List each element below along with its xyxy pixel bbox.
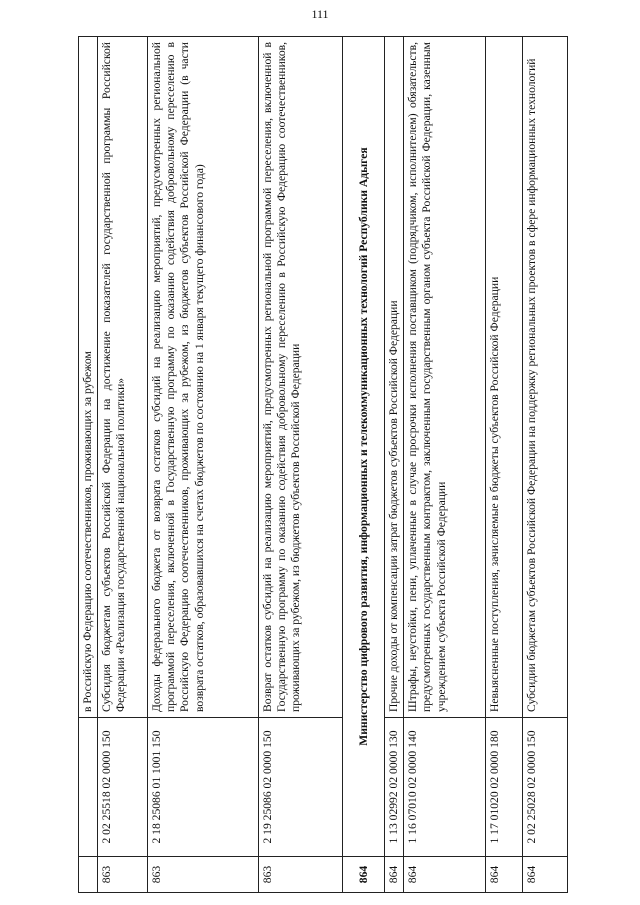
kbk-code-cell: 2 02 25518 02 0000 150 [98, 718, 148, 857]
admin-code-cell [79, 857, 98, 893]
income-name-cell: Прочие доходы от компенсации затрат бюджетов субъектов Российской Федерации [385, 37, 404, 718]
admin-code-cell: 863 [259, 857, 343, 893]
admin-code-cell: 863 [148, 857, 259, 893]
kbk-code-cell: 2 19 25086 02 0000 150 [259, 718, 343, 857]
admin-code-cell: 864 [486, 857, 523, 893]
ministry-header-row [343, 37, 385, 893]
income-name-cell: Невыясненные поступления, зачисляемые в бюджеты субъектов Российской Федерации [486, 37, 523, 718]
page-number: 111 [311, 7, 329, 21]
income-name-cell: Штрафы, неустойки, пени, уплаченные в случае просрочки исполнения поставщиком (подрядчиком, исполнителем) обязательств, предусмотренных государственным контрактом, заключенным государственным органом субъекта Российской Федерации, казенным учреждением субъекта Российской Федерации [404, 37, 486, 718]
rotated-table-container [78, 37, 563, 893]
table-row [259, 37, 343, 893]
kbk-code-cell: 1 17 01020 02 0000 180 [486, 718, 523, 857]
income-name-cell: Субсидии бюджетам субъектов Российской Федерации на поддержку региональных проектов в сфере информационных технологий [523, 37, 568, 718]
admin-code-cell: 864 [343, 857, 385, 893]
income-name-cell: Доходы федерального бюджета от возврата остатков субсидий на реализацию мероприятий, предусмотренных региональной программой переселения, включенной в Государственную программу по оказанию содействия добровольному переселению в Российскую Федерацию соотечественников, проживающих за рубежом, из бюджетов субъектов Российской Федерации (в части возврата остатков, образовавшихся на счетах бюджетов по состоянию на 1 января текущего финансового года) [148, 37, 259, 718]
admin-code-cell: 864 [404, 857, 486, 893]
income-name-cell: Субсидия бюджетам субъектов Российской Федерации на достижение показателей государственной программы Российской Федерации «Реализация государственной национальной политики» [98, 37, 148, 718]
table-row [404, 37, 486, 893]
table-row [98, 37, 148, 893]
income-name-cell: Возврат остатков субсидий на реализацию мероприятий, предусмотренных региональной программой переселения, включенной в Государственную программу по оказанию содействия добровольному переселению в Российскую Федерацию соотечественников, проживающих за рубежом, из бюджетов субъектов Российской Федерации [259, 37, 343, 718]
kbk-code-cell: 1 13 02992 02 0000 130 [385, 718, 404, 857]
ministry-name-cell: Министерство цифрового развития, информационных и телекоммуникационных технологий Республики Адыгея [343, 37, 385, 857]
kbk-code-cell [79, 718, 98, 857]
table-row [79, 37, 98, 893]
admin-code-cell: 864 [385, 857, 404, 893]
kbk-code-cell: 2 02 25028 02 0000 150 [523, 718, 568, 857]
kbk-code-cell: 2 18 25086 01 1001 150 [148, 718, 259, 857]
table-row [523, 37, 568, 893]
table-row [486, 37, 523, 893]
budget-codes-table [78, 36, 568, 893]
table-row [148, 37, 259, 893]
admin-code-cell: 864 [523, 857, 568, 893]
table-row [385, 37, 404, 893]
income-name-cell: в Российскую Федерацию соотечественников, проживающих за рубежом [79, 37, 98, 718]
kbk-code-cell: 1 16 07010 02 0000 140 [404, 718, 486, 857]
admin-code-cell: 863 [98, 857, 148, 893]
